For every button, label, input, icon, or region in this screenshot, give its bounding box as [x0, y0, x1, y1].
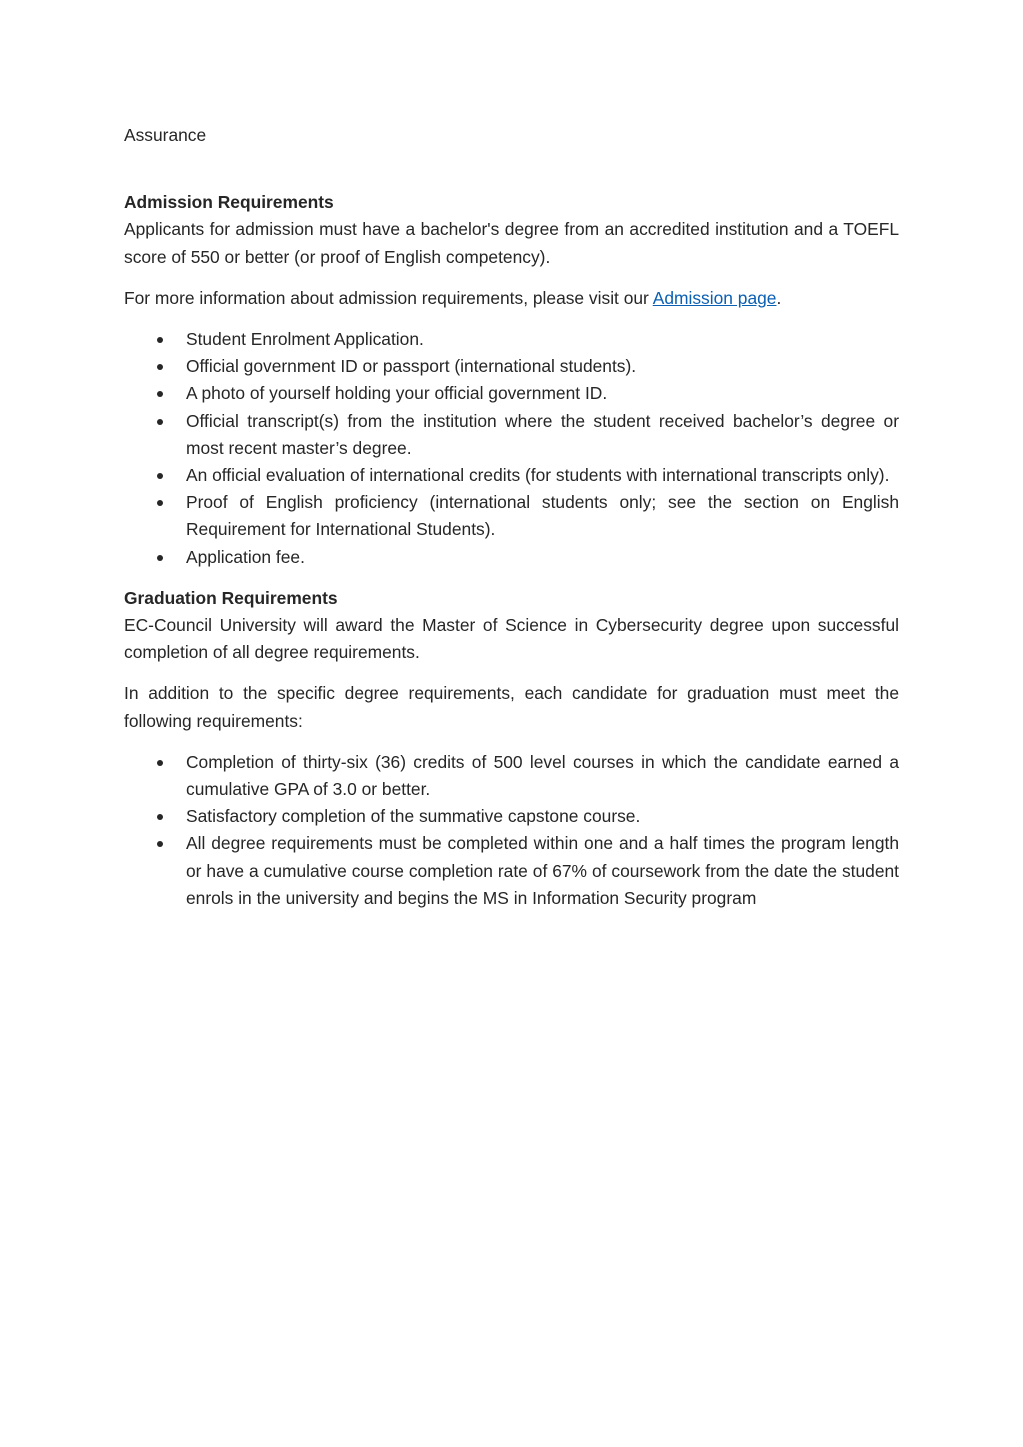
list-item-text: Application fee. [186, 546, 305, 567]
list-item [124, 544, 899, 571]
admission-info-prefix: For more information about admission requirements, please visit our [124, 287, 653, 308]
bullet-icon [157, 500, 163, 506]
bullet-icon [157, 814, 163, 820]
list-item-text: Proof of English proficiency (international students only; see the section on English Requirement for International Students). [186, 492, 899, 540]
admission-info [124, 285, 899, 312]
admission-info-suffix: . [776, 287, 782, 308]
admission-page-link[interactable]: Admission page [652, 287, 777, 308]
graduation-list [124, 749, 899, 912]
top-line: Assurance [124, 125, 207, 145]
list-item [124, 830, 899, 912]
list-item-text: An official evaluation of international credits (for students with international transcripts only). [186, 465, 890, 486]
graduation-paragraph-2: In addition to the specific degree requirements, each candidate for graduation must meet the following requirements: [124, 683, 899, 731]
bullet-icon [157, 555, 163, 561]
graduation-paragraph-1: EC-Council University will award the Master of Science in Cybersecurity degree upon successful completion of all degree requirements. [124, 615, 899, 663]
list-item [124, 749, 899, 803]
list-item-text: Official transcript(s) from the institution where the student received bachelor’s degree or most recent master’s degree. [186, 410, 899, 458]
admission-heading: Admission Requirements [124, 192, 334, 213]
list-item [124, 353, 899, 380]
list-item-text: Student Enrolment Application. [186, 329, 424, 350]
list-item-text: A photo of yourself holding your official government ID. [186, 383, 608, 404]
list-item [124, 489, 899, 543]
bullet-icon [157, 391, 163, 397]
bullet-icon [157, 337, 163, 343]
list-item-text: All degree requirements must be completed within one and a half times the program length or have a cumulative course completion rate of 67% of coursework from the date the student enrols in the university and begins the MS in Information Security program [186, 833, 899, 908]
list-item-text: Satisfactory completion of the summative capstone course. [186, 806, 641, 827]
bullet-icon [157, 364, 163, 370]
bullet-icon [157, 473, 163, 479]
admission-list [124, 326, 899, 571]
list-item-text: Completion of thirty-six (36) credits of 500 level courses in which the candidate earned a cumulative GPA of 3.0 or better. [186, 751, 899, 800]
graduation-heading: Graduation Requirements [124, 587, 338, 608]
list-item [124, 462, 899, 489]
list-item [124, 380, 899, 407]
list-item-text: Official government ID or passport (international students). [186, 356, 637, 377]
list-item [124, 326, 899, 353]
bullet-icon [157, 419, 163, 425]
bullet-icon [157, 760, 163, 766]
bullet-icon [157, 841, 163, 847]
list-item [124, 803, 899, 830]
document-page [124, 122, 899, 926]
admission-paragraph: Applicants for admission must have a bachelor's degree from an accredited institution and a TOEFL score of 550 or better (or proof of English competency). [124, 219, 899, 267]
list-item [124, 408, 899, 462]
